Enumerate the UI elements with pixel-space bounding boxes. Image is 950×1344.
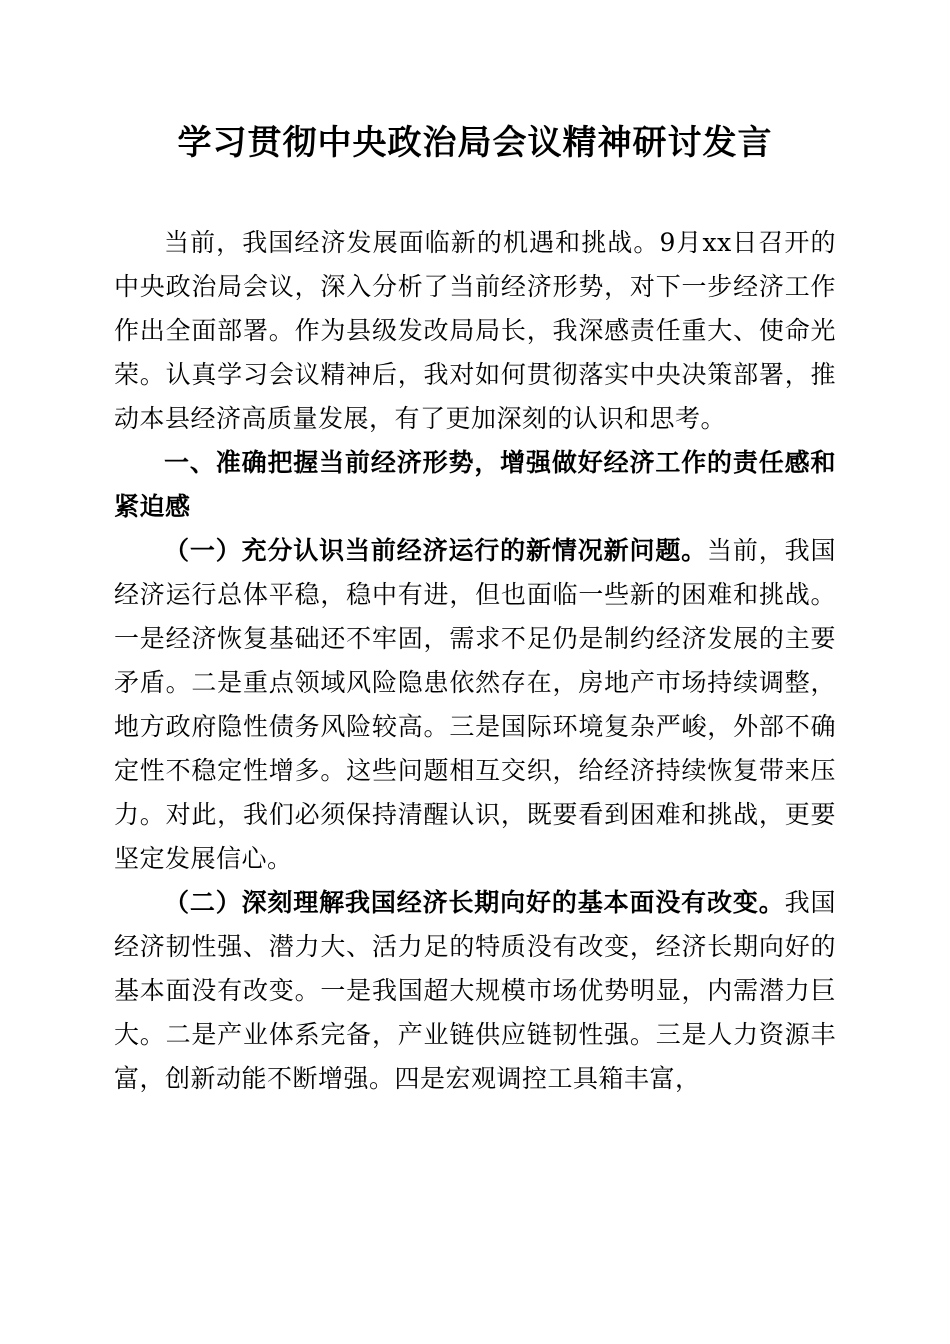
- intro-paragraph-text: 当前，我国经济发展面临新的机遇和挑战。9月xx日召开的中央政治局会议，深入分析了当前经济形势，对下一步经济工作作出全面部署。作为县级发改局局长，我深感责任重大、使命光荣。认真学习会议精神后，我对如何贯彻落实中央决策部署，推动本县经济高质量发展，有了更加深刻的认识和思考。: [114, 227, 836, 433]
- point-2-lead: （二）深刻理解我国经济长期向好的基本面没有改变。: [164, 887, 785, 917]
- point-1-paragraph: [114, 529, 836, 881]
- point-2-paragraph: [114, 881, 836, 1101]
- document-title: 学习贯彻中央政治局会议精神研讨发言: [177, 123, 773, 163]
- point-1-text: 当前，我国经济运行总体平稳，稳中有进，但也面临一些新的困难和挑战。一是经济恢复基础还不牢固，需求不足仍是制约经济发展的主要矛盾。二是重点领域风险隐患依然存在，房地产市场持续调整，地方政府隐性债务风险较高。三是国际环境复杂严峻，外部不确定性不稳定性增多。这些问题相互交织，给经济持续恢复带来压力。对此，我们必须保持清醒认识，既要看到困难和挑战，更要坚定发展信心。: [114, 535, 836, 873]
- section-heading-1: 一、准确把握当前经济形势，增强做好经济工作的责任感和紧迫感: [114, 447, 836, 521]
- point-2-text: 我国经济韧性强、潜力大、活力足的特质没有改变，经济长期向好的基本面没有改变。一是我国超大规模市场优势明显，内需潜力巨大。二是产业体系完备，产业链供应链韧性强。三是人力资源丰富，创新动能不断增强。四是宏观调控工具箱丰富，: [114, 887, 836, 1093]
- point-1-lead: （一）充分认识当前经济运行的新情况新问题。: [164, 535, 708, 565]
- intro-paragraph: [114, 221, 836, 441]
